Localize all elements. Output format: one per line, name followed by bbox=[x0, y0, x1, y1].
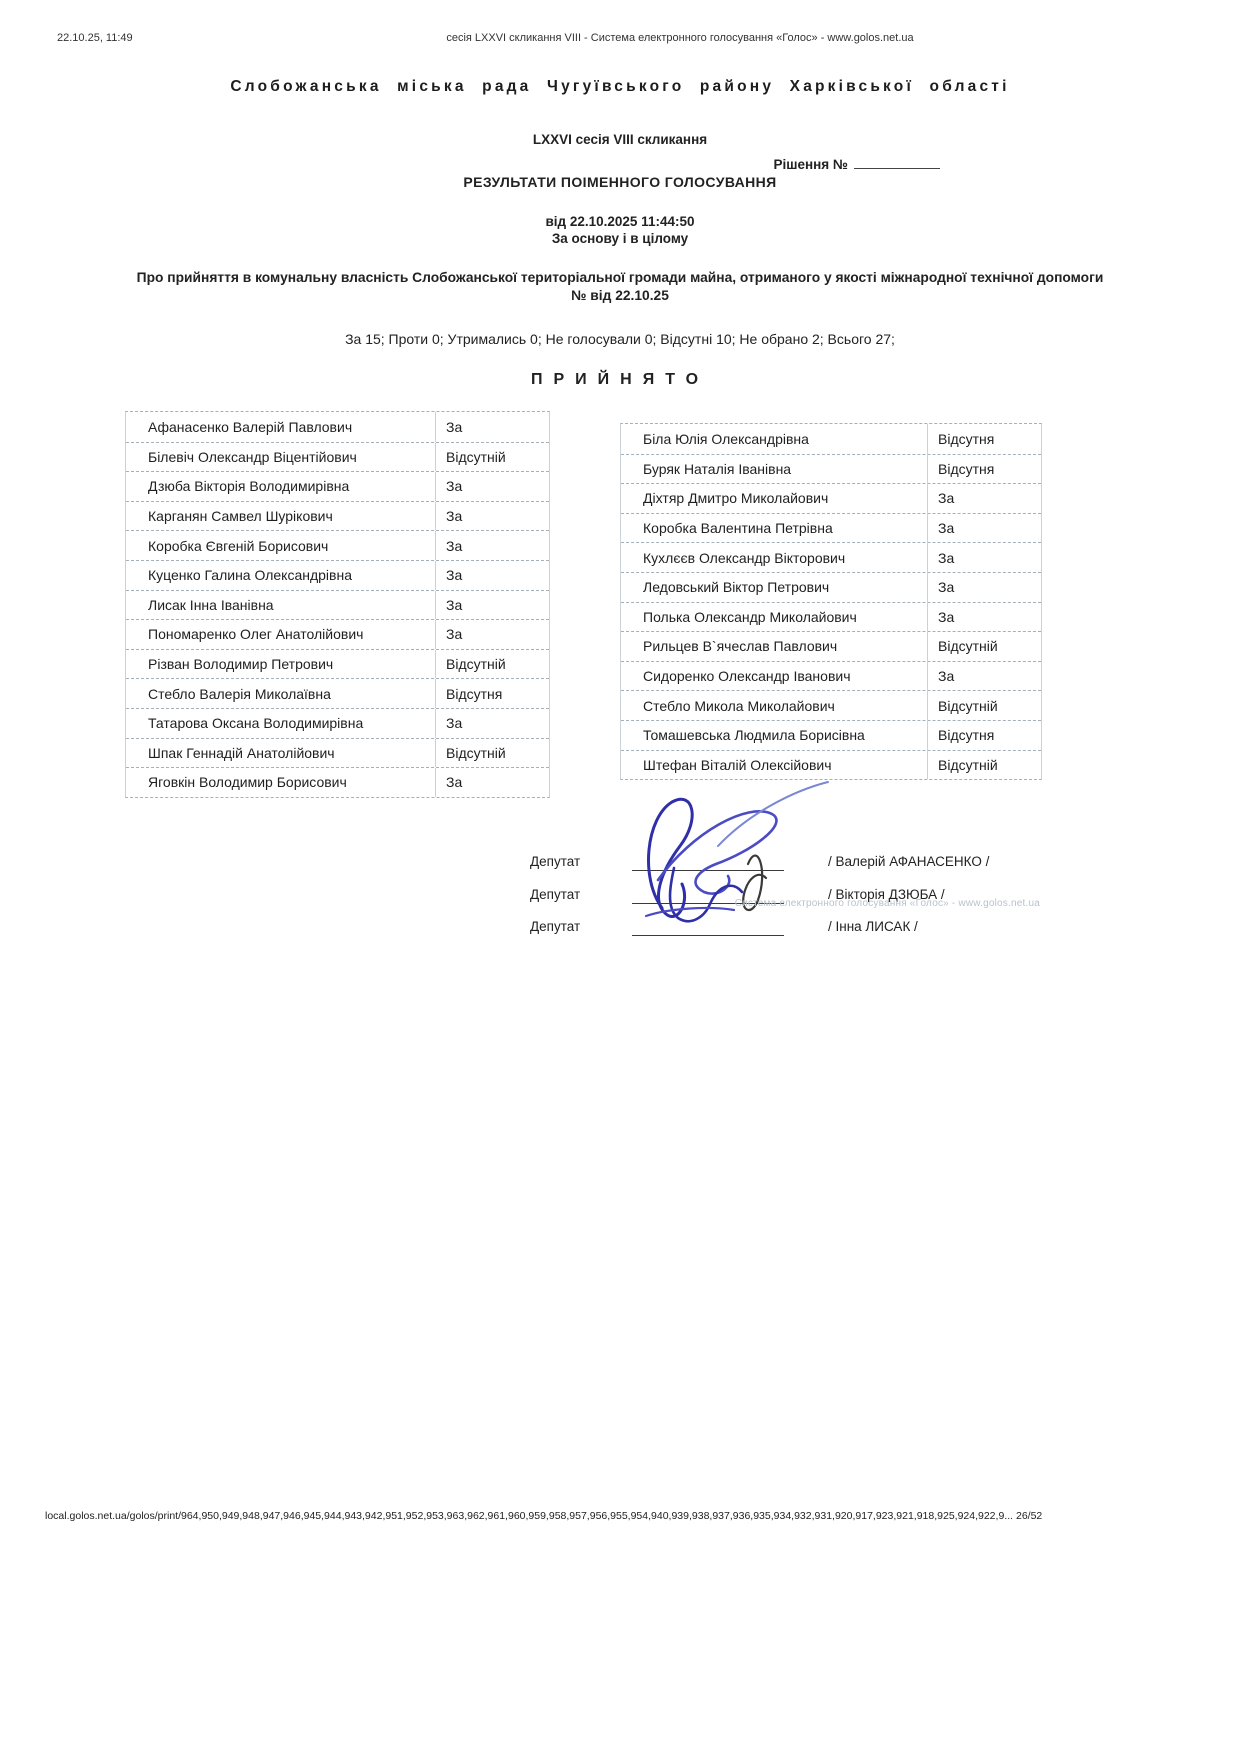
table-row bbox=[126, 560, 549, 590]
signature-role-label: Депутат bbox=[530, 918, 581, 934]
vote-value: Відсутній bbox=[938, 756, 998, 773]
signature-row bbox=[0, 883, 1240, 909]
signature-block bbox=[0, 814, 1240, 934]
session-line: LXXVI сесія VIII скликання bbox=[532, 132, 708, 147]
signature-deputy-name: / Вікторія ДЗЮБА / bbox=[828, 886, 945, 902]
table-row bbox=[126, 708, 549, 738]
table-row bbox=[126, 738, 549, 768]
table-row bbox=[126, 530, 549, 560]
deputy-name: Штефан Віталій Олексійович bbox=[621, 751, 928, 780]
table-row bbox=[621, 483, 1041, 513]
vote-subject: Про прийняття в комунальну власність Слобожанської територіальної громади майна, отриманого у якості міжнародної технічної допомоги bbox=[136, 270, 1104, 285]
table-row bbox=[621, 661, 1041, 691]
table-row bbox=[126, 678, 549, 708]
table-row bbox=[126, 471, 549, 501]
footer-page-indicator: 26/52 bbox=[1016, 1510, 1043, 1522]
print-datetime: 22.10.25, 11:49 bbox=[57, 32, 133, 44]
deputy-name: Пономаренко Олег Анатолійович bbox=[126, 620, 436, 649]
vote-table-left bbox=[125, 411, 550, 798]
vote-value: Відсутній bbox=[938, 638, 998, 655]
deputy-name: Білевіч Олександр Віцентійович bbox=[126, 443, 436, 472]
table-row bbox=[126, 501, 549, 531]
signature-row bbox=[0, 915, 1240, 941]
vote-value: Відсутня bbox=[938, 460, 995, 477]
vote-value: За bbox=[446, 537, 463, 554]
council-title: Слобожанська міська рада Чугуївського району Харківської області bbox=[230, 78, 1010, 95]
vote-value: За bbox=[446, 567, 463, 584]
vote-summary: За 15; Проти 0; Утримались 0; Не голосували 0; Відсутні 10; Не обрано 2; Всього 27; bbox=[345, 331, 895, 347]
deputy-name: Буряк Наталія Іванівна bbox=[621, 455, 928, 484]
vote-value: Відсутня bbox=[446, 685, 503, 702]
deputy-name: Стебло Микола Миколайович bbox=[621, 691, 928, 720]
table-row bbox=[621, 542, 1041, 572]
deputy-name: Різван Володимир Петрович bbox=[126, 650, 436, 679]
vote-value: За bbox=[446, 478, 463, 495]
table-row bbox=[126, 412, 549, 442]
deputy-name: Рильцев В`ячеслав Павлович bbox=[621, 632, 928, 661]
table-row bbox=[621, 513, 1041, 543]
vote-tables bbox=[0, 411, 1240, 798]
vote-value: За bbox=[446, 774, 463, 791]
vote-value: За bbox=[446, 626, 463, 643]
vote-value: Відсутній bbox=[446, 448, 506, 465]
signature-line bbox=[632, 870, 784, 871]
vote-value: За bbox=[446, 418, 463, 435]
signature-line bbox=[632, 935, 784, 936]
deputy-name: Афанасенко Валерій Павлович bbox=[126, 412, 436, 442]
signature-deputy-name: / Валерій АФАНАСЕНКО / bbox=[828, 853, 990, 869]
table-row bbox=[126, 619, 549, 649]
decision-label: Рішення № bbox=[773, 157, 848, 172]
vote-value: За bbox=[938, 490, 955, 507]
table-row bbox=[621, 454, 1041, 484]
print-meta-row bbox=[0, 32, 1240, 44]
signature-role-label: Депутат bbox=[530, 853, 581, 869]
deputy-name: Коробка Валентина Петрівна bbox=[621, 514, 928, 543]
vote-value: Відсутній bbox=[446, 656, 506, 673]
deputy-name: Діхтяр Дмитро Миколайович bbox=[621, 484, 928, 513]
signature-row bbox=[0, 850, 1240, 876]
deputy-name: Полька Олександр Миколайович bbox=[621, 603, 928, 632]
system-watermark: Система електронного голосування «Голос» - www.golos.net.ua bbox=[734, 898, 1040, 909]
vote-value: За bbox=[446, 508, 463, 525]
deputy-name: Дзюба Вікторія Володимирівна bbox=[126, 472, 436, 501]
results-title: РЕЗУЛЬТАТИ ПОІМЕННОГО ГОЛОСУВАННЯ bbox=[463, 174, 777, 190]
deputy-name: Біла Юлія Олександрівна bbox=[621, 424, 928, 454]
vote-datetime: від 22.10.2025 11:44:50 bbox=[545, 214, 695, 229]
deputy-name: Карганян Самвел Шурікович bbox=[126, 502, 436, 531]
table-row bbox=[621, 750, 1041, 780]
deputy-name: Лисак Інна Іванівна bbox=[126, 591, 436, 620]
vote-value: Відсутній bbox=[446, 744, 506, 761]
deputy-name: Ледовський Віктор Петрович bbox=[621, 573, 928, 602]
deputy-name: Коробка Євгеній Борисович bbox=[126, 531, 436, 560]
deputy-name: Яговкін Володимир Борисович bbox=[126, 768, 436, 797]
vote-value: Відсутня bbox=[938, 430, 995, 447]
footer-print-url: local.golos.net.ua/golos/print/964,950,949,948,947,946,945,944,943,942,951,952,953,963,962,961,960,959,958,957,956,955,954,940,939,938,937,936,935,934,932,931,920,917,923,921,918,925,924,922,9... bbox=[45, 1510, 1014, 1522]
deputy-name: Куценко Галина Олександрівна bbox=[126, 561, 436, 590]
vote-value: За bbox=[938, 579, 955, 596]
vote-value: За bbox=[938, 549, 955, 566]
vote-value: За bbox=[446, 596, 463, 613]
vote-value: За bbox=[938, 668, 955, 685]
table-row bbox=[621, 720, 1041, 750]
table-row bbox=[126, 442, 549, 472]
signature-deputy-name: / Інна ЛИСАК / bbox=[828, 918, 918, 934]
vote-value: Відсутня bbox=[938, 727, 995, 744]
table-row bbox=[621, 572, 1041, 602]
deputy-name: Татарова Оксана Володимирівна bbox=[126, 709, 436, 738]
deputy-name: Сидоренко Олександр Іванович bbox=[621, 662, 928, 691]
signature-role-label: Депутат bbox=[530, 886, 581, 902]
vote-value: Відсутній bbox=[938, 697, 998, 714]
deputy-name: Стебло Валерія Миколаївна bbox=[126, 679, 436, 708]
print-doc-title: сесія LXXVI скликання VIII - Система електронного голосування «Голос» - www.golos.net.ua bbox=[446, 32, 914, 44]
vote-value: За bbox=[938, 608, 955, 625]
decision-number-line bbox=[773, 155, 940, 172]
table-row bbox=[621, 424, 1041, 454]
table-row bbox=[621, 602, 1041, 632]
vote-table-right bbox=[620, 423, 1042, 780]
document-number-line: № від 22.10.25 bbox=[571, 288, 669, 303]
table-row bbox=[126, 767, 549, 797]
vote-basis: За основу і в цілому bbox=[551, 231, 689, 246]
vote-verdict: ПРИЙНЯТО bbox=[530, 371, 710, 388]
vote-value: За bbox=[446, 715, 463, 732]
table-row bbox=[126, 590, 549, 620]
decision-number-blank bbox=[854, 155, 940, 169]
deputy-name: Кухлєєв Олександр Вікторович bbox=[621, 543, 928, 572]
deputy-name: Шпак Геннадій Анатолійович bbox=[126, 739, 436, 768]
table-row bbox=[126, 649, 549, 679]
vote-value: За bbox=[938, 520, 955, 537]
deputy-name: Томашевська Людмила Борисівна bbox=[621, 721, 928, 750]
table-row bbox=[621, 690, 1041, 720]
table-row bbox=[621, 631, 1041, 661]
